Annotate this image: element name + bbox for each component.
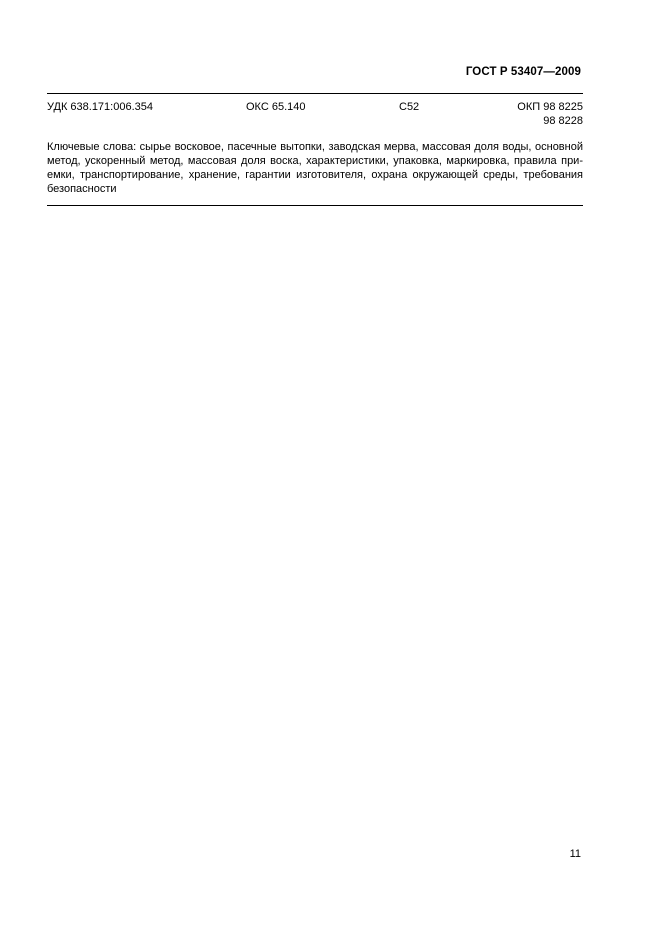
keywords-paragraph [47, 140, 583, 196]
keywords-line-1: Ключевые слова: сырье восковое, пасечные вытопки, заводская мерва, массовая доля воды, основной [47, 141, 583, 153]
udk-code: УДК 638.171:006.354 [47, 101, 153, 113]
bottom-divider [47, 205, 583, 206]
keywords-line-3: емки, транспортирование, хранение, гарантии изготовителя, охрана окружающей среды, требования [47, 169, 583, 181]
keywords-line-2: метод, ускоренный метод, массовая доля воска, характеристики, упаковка, маркировка, правила при- [47, 155, 583, 167]
oks-code: ОКС 65.140 [246, 101, 306, 113]
standard-code-header: ГОСТ Р 53407—2009 [465, 66, 581, 78]
top-divider [47, 93, 583, 94]
okp-code-line-2: 98 8228 [543, 115, 583, 127]
page-number: 11 [569, 848, 581, 860]
okp-code-line-1: ОКП 98 8225 [517, 101, 583, 113]
keywords-line-4: безопасности [47, 183, 117, 195]
group-code: С52 [399, 101, 420, 113]
okp-codes [517, 100, 583, 128]
classification-row [47, 100, 583, 130]
